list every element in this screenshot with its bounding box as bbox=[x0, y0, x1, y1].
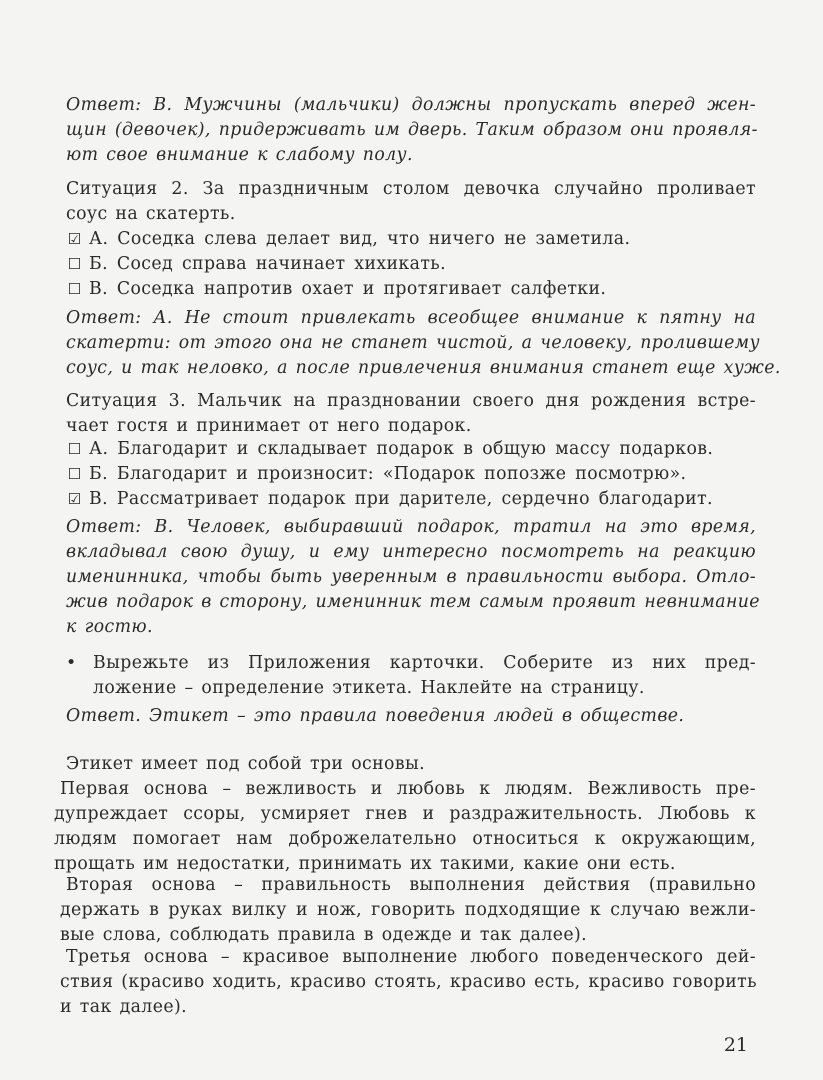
bases-intro: Этикет имеет под собой три основы. bbox=[66, 754, 426, 774]
situation-2 bbox=[66, 177, 756, 227]
answer-2-line: соус, и так неловко, а после привлечения внимания станет еще хуже. bbox=[66, 358, 781, 378]
checkbox-empty-icon: ☐ bbox=[67, 465, 82, 483]
checkbox-empty-icon: ☐ bbox=[67, 440, 82, 458]
task-line: ложение – определение этикета. Наклейте на страницу. bbox=[93, 678, 645, 698]
answer-3-line: Ответ: В. Человек, выбиравший подарок, тратил на это время, bbox=[66, 517, 756, 537]
option-b bbox=[66, 462, 713, 487]
answer-1-line: щин (девочек), придерживать им дверь. Таким образом они проявля- bbox=[66, 120, 758, 140]
bullet-icon: • bbox=[66, 653, 77, 673]
base-third bbox=[60, 945, 757, 1020]
situation-3-line: Ситуация 3. Мальчик на праздновании своего дня рождения встре- bbox=[66, 391, 756, 411]
answer-3-line: именинника, чтобы быть уверенным в правильности выбора. Отло- bbox=[66, 567, 756, 587]
base-second bbox=[60, 873, 756, 948]
page-number: 21 bbox=[723, 1034, 748, 1056]
situation-3-line: чает гостя и принимает от него подарок. bbox=[66, 416, 472, 436]
option-c bbox=[66, 487, 713, 512]
option-text: Б. Благодарит и произносит: «Подарок попозже посмотрю». bbox=[89, 464, 687, 484]
option-text: В. Рассматривает подарок при дарителе, сердечно благодарит. bbox=[89, 489, 713, 509]
option-a bbox=[66, 227, 630, 252]
base-third-line: Третья основа – красивое выполнение любого поведенческого дей- bbox=[66, 947, 756, 967]
base-second-line: держать в руках вилку и нож, говорить подходящие к случаю вежли- bbox=[60, 900, 756, 920]
answer-1 bbox=[66, 93, 756, 168]
base-first-line: людям помогает нам доброжелательно относиться к окружающим, bbox=[54, 829, 756, 849]
answer-2 bbox=[66, 306, 781, 381]
situation-3-options bbox=[66, 437, 713, 512]
task-answer: Ответ. Этикет – это правила поведения людей в обществе. bbox=[66, 706, 685, 726]
option-c bbox=[66, 277, 630, 302]
base-first-line: Первая основа – вежливость и любовь к людям. Вежливость пре- bbox=[60, 779, 756, 799]
answer-1-line: Ответ: В. Мужчины (мальчики) должны пропускать вперед жен- bbox=[66, 95, 756, 115]
situation-3 bbox=[66, 389, 756, 439]
task-text bbox=[93, 651, 756, 701]
checkbox-empty-icon: ☐ bbox=[67, 255, 82, 273]
task-block bbox=[66, 651, 756, 701]
option-b bbox=[66, 252, 630, 277]
option-text: В. Соседка напротив охает и протягивает салфетки. bbox=[89, 279, 607, 299]
answer-3-line: вкладывал свою душу, и ему интересно посмотреть на реакцию bbox=[66, 542, 756, 562]
option-a bbox=[66, 437, 713, 462]
task-line: Вырежьте из Приложения карточки. Соберите из них пред- bbox=[93, 653, 756, 673]
answer-2-line: Ответ: А. Не стоит привлекать всеобщее внимание к пятну на bbox=[66, 308, 756, 328]
base-first bbox=[54, 777, 756, 877]
answer-2-line: скатерти: от этого она не станет чистой, а человеку, пролившему bbox=[66, 333, 760, 353]
base-first-line: дупреждает ссоры, усмиряет гнев и раздражительность. Любовь к bbox=[54, 804, 756, 824]
answer-3-line: жив подарок в сторону, именинник тем самым проявит невнимание bbox=[66, 592, 760, 612]
checkbox-empty-icon: ☐ bbox=[67, 280, 82, 298]
base-third-line: и так далее). bbox=[60, 997, 187, 1017]
situation-2-line: Ситуация 2. За праздничным столом девочка случайно проливает bbox=[66, 179, 756, 199]
base-third-line: ствия (красиво ходить, красиво стоять, красиво есть, красиво говорить bbox=[60, 972, 757, 992]
option-text: А. Благодарит и складывает подарок в общую массу подарков. bbox=[89, 439, 714, 459]
option-text: Б. Сосед справа начинает хихикать. bbox=[89, 254, 446, 274]
answer-3-line: к гостю. bbox=[66, 617, 153, 637]
answer-1-line: ют свое внимание к слабому полу. bbox=[66, 145, 413, 165]
base-second-line: вые слова, соблюдать правила в одежде и так далее). bbox=[60, 925, 588, 945]
situation-2-options bbox=[66, 227, 630, 302]
base-second-line: Вторая основа – правильность выполнения действия (правильно bbox=[66, 875, 756, 895]
checkbox-checked-icon: ☑ bbox=[67, 490, 82, 508]
checkbox-checked-icon: ☑ bbox=[67, 230, 82, 248]
option-text: А. Соседка слева делает вид, что ничего не заметила. bbox=[89, 229, 631, 249]
situation-2-line: соус на скатерть. bbox=[66, 204, 236, 224]
answer-3 bbox=[66, 515, 760, 640]
base-first-line: прощать им недостатки, принимать их такими, какие они есть. bbox=[54, 854, 676, 874]
